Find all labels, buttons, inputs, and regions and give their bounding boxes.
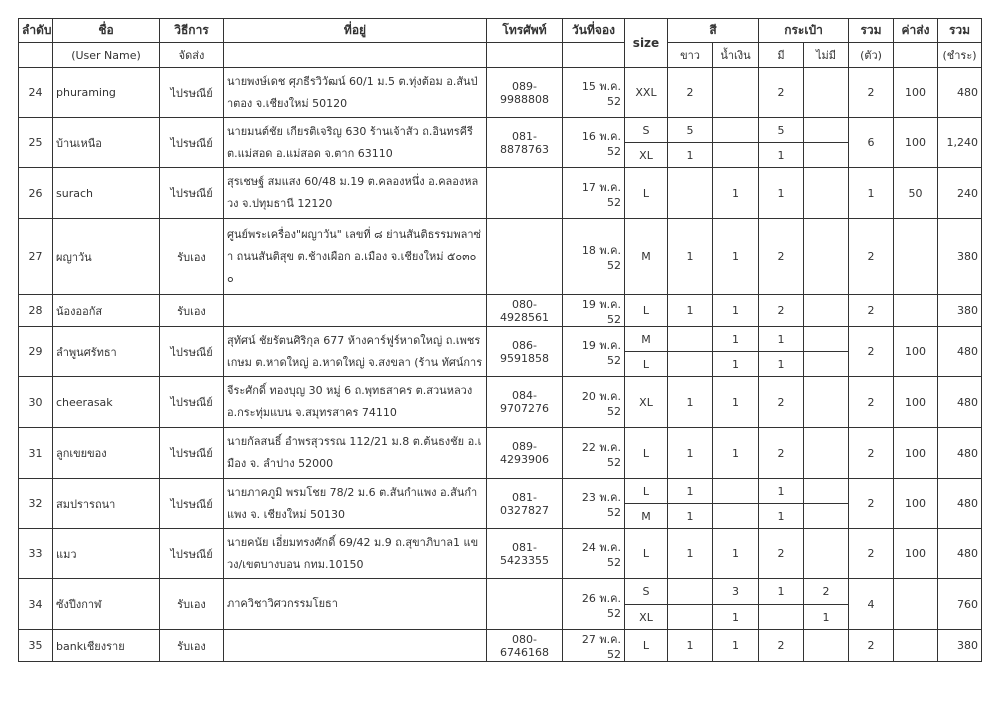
table-row [19, 377, 982, 428]
header-address: ที่อยู่ [224, 19, 487, 43]
row-booking-date: 23 พ.ค. 52 [563, 479, 625, 529]
row-total-count: 2 [849, 479, 894, 529]
row-delivery-method: ไปรษณีย์ [160, 529, 224, 579]
row-size: XL [625, 143, 668, 168]
row-shipping-fee: 100 [894, 479, 938, 529]
header-name-sub: (User Name) [53, 43, 160, 68]
row-bag-no [804, 68, 849, 118]
row-delivery-method: ไปรษณีย์ [160, 327, 224, 377]
row-bag-no [804, 377, 849, 428]
row-size: XXL [625, 68, 668, 118]
row-delivery-method: รับเอง [160, 295, 224, 327]
row-color-white [668, 352, 713, 377]
row-total-count: 1 [849, 168, 894, 219]
row-size: M [625, 327, 668, 352]
row-color-blue: 1 [713, 168, 759, 219]
header-address-sub [224, 43, 487, 68]
header-bag-no: ไม่มี [804, 43, 849, 68]
row-color-blue: 1 [713, 295, 759, 327]
row-shipping-fee: 100 [894, 118, 938, 168]
header-color-blue: น้ำเงิน [713, 43, 759, 68]
row-shipping-fee [894, 579, 938, 630]
header-no-sub [19, 43, 53, 68]
header-phone: โทรศัพท์ [487, 19, 563, 43]
table-row [19, 428, 982, 479]
row-size: M [625, 504, 668, 529]
row-number: 35 [19, 630, 53, 662]
row-booking-date: 16 พ.ค. 52 [563, 118, 625, 168]
row-delivery-method: รับเอง [160, 219, 224, 295]
row-booking-date: 18 พ.ค. 52 [563, 219, 625, 295]
header-size: size [625, 19, 668, 68]
row-delivery-method: ไปรษณีย์ [160, 479, 224, 529]
row-phone: 081-0327827 [487, 479, 563, 529]
row-size: S [625, 118, 668, 143]
table-row [19, 118, 982, 143]
header-phone-sub [487, 43, 563, 68]
row-address: สุทัศน์ ชัยรัตนศิริกุล 677 ห้างคาร์ฟูร์หาดใหญ่ ถ.เพชรเกษม ต.หาดใหญ่ อ.หาดใหญ่ จ.สงขลา (ร้าน ทัศน์การ [224, 327, 487, 377]
row-number: 29 [19, 327, 53, 377]
row-address [224, 630, 487, 662]
row-color-blue [713, 504, 759, 529]
row-color-white [668, 605, 713, 630]
table-row [19, 630, 982, 662]
row-color-white: 1 [668, 504, 713, 529]
row-total-paid: 480 [938, 479, 982, 529]
row-shipping-fee: 100 [894, 529, 938, 579]
row-color-white: 2 [668, 68, 713, 118]
row-address: ศูนย์พระเครื่อง"ผญาวัน" เลขที่ ๘ ย่านสันติธรรมพลาซ่า ถนนสันติสุข ต.ช้างเผือก อ.เมือง จ.เชียงใหม่ ๕๐๓๐๐ [224, 219, 487, 295]
row-color-white: 1 [668, 529, 713, 579]
row-size: XL [625, 377, 668, 428]
row-bag-no [804, 504, 849, 529]
row-total-count: 2 [849, 327, 894, 377]
row-size: L [625, 428, 668, 479]
row-color-blue [713, 479, 759, 504]
row-total-paid: 480 [938, 377, 982, 428]
row-size: L [625, 168, 668, 219]
row-delivery-method: ไปรษณีย์ [160, 68, 224, 118]
row-size: L [625, 529, 668, 579]
row-total-count: 2 [849, 630, 894, 662]
row-phone: 081-8878763 [487, 118, 563, 168]
row-color-blue: 1 [713, 605, 759, 630]
row-booking-date: 15 พ.ค. 52 [563, 68, 625, 118]
row-bag-no [804, 118, 849, 143]
row-color-blue: 1 [713, 428, 759, 479]
row-phone: 084-9707276 [487, 377, 563, 428]
row-number: 26 [19, 168, 53, 219]
row-total-count: 2 [849, 219, 894, 295]
row-color-white: 5 [668, 118, 713, 143]
row-username: bankเชียงราย [53, 630, 160, 662]
row-number: 25 [19, 118, 53, 168]
row-delivery-method: ไปรษณีย์ [160, 118, 224, 168]
row-color-blue: 1 [713, 630, 759, 662]
row-shipping-fee [894, 219, 938, 295]
table-row [19, 579, 982, 605]
row-username: บ้านเหนือ [53, 118, 160, 168]
header-date-sub [563, 43, 625, 68]
row-bag-yes: 2 [759, 630, 804, 662]
row-bag-yes: 2 [759, 529, 804, 579]
header-color: สี [668, 19, 759, 43]
row-color-white [668, 327, 713, 352]
row-phone [487, 579, 563, 630]
row-color-white: 1 [668, 219, 713, 295]
row-address: นายพงษ์เดช ศุภธีรวิวัฒน์ 60/1 ม.5 ต.ทุ่งต้อม อ.สันป่าตอง จ.เชียงใหม่ 50120 [224, 68, 487, 118]
orders-body [19, 68, 982, 662]
row-number: 28 [19, 295, 53, 327]
orders-table [18, 18, 982, 662]
row-bag-yes: 2 [759, 68, 804, 118]
row-bag-no [804, 219, 849, 295]
row-size: XL [625, 605, 668, 630]
row-shipping-fee: 100 [894, 377, 938, 428]
row-bag-no: 2 [804, 579, 849, 605]
row-total-count: 2 [849, 428, 894, 479]
row-total-paid: 480 [938, 529, 982, 579]
row-address [224, 295, 487, 327]
row-color-blue [713, 68, 759, 118]
row-total-count: 2 [849, 529, 894, 579]
header-name: ชื่อ [53, 19, 160, 43]
row-bag-yes: 1 [759, 327, 804, 352]
row-color-blue: 1 [713, 327, 759, 352]
row-total-count: 4 [849, 579, 894, 630]
header-shipping: ค่าส่ง [894, 19, 938, 43]
row-total-paid: 480 [938, 327, 982, 377]
row-number: 32 [19, 479, 53, 529]
row-phone: 089-4293906 [487, 428, 563, 479]
row-bag-no [804, 428, 849, 479]
row-booking-date: 22 พ.ค. 52 [563, 428, 625, 479]
table-row [19, 529, 982, 579]
row-color-white: 1 [668, 479, 713, 504]
header-method: วิธีการ [160, 19, 224, 43]
row-bag-no [804, 352, 849, 377]
row-shipping-fee: 50 [894, 168, 938, 219]
row-shipping-fee: 100 [894, 327, 938, 377]
row-username: surach [53, 168, 160, 219]
table-row [19, 219, 982, 295]
row-shipping-fee [894, 630, 938, 662]
row-booking-date: 19 พ.ค. 52 [563, 295, 625, 327]
row-total-count: 6 [849, 118, 894, 168]
row-address: สุรเชษฐ์ สมแสง 60/48 ม.19 ต.คลองหนึ่ง อ.คลองหลวง จ.ปทุมธานี 12120 [224, 168, 487, 219]
row-color-white: 1 [668, 630, 713, 662]
row-total-paid: 480 [938, 68, 982, 118]
row-phone: 080-4928561 [487, 295, 563, 327]
row-total-paid: 480 [938, 428, 982, 479]
row-total-paid: 380 [938, 295, 982, 327]
row-number: 24 [19, 68, 53, 118]
row-bag-no [804, 168, 849, 219]
row-bag-no [804, 479, 849, 504]
row-bag-no [804, 630, 849, 662]
table-row [19, 479, 982, 504]
row-total-count: 2 [849, 295, 894, 327]
header-color-white: ขาว [668, 43, 713, 68]
row-total-paid: 1,240 [938, 118, 982, 168]
row-address: นายภาคภูมิ พรมโชย 78/2 ม.6 ต.สันกำแพง อ.สันกำแพง จ. เชียงใหม่ 50130 [224, 479, 487, 529]
row-bag-no [804, 143, 849, 168]
table-row [19, 295, 982, 327]
row-number: 33 [19, 529, 53, 579]
row-total-count: 2 [849, 68, 894, 118]
row-number: 27 [19, 219, 53, 295]
row-color-white: 1 [668, 143, 713, 168]
row-color-blue [713, 143, 759, 168]
row-bag-yes: 2 [759, 428, 804, 479]
row-address: จีระศักดิ์ ทองบุญ 30 หมู่ 6 ถ.พุทธสาคร ต.สวนหลวง อ.กระทุ่มแบน จ.สมุทรสาคร 74110 [224, 377, 487, 428]
row-delivery-method: ไปรษณีย์ [160, 377, 224, 428]
row-username: phuraming [53, 68, 160, 118]
row-username: แมว [53, 529, 160, 579]
row-username: ซังปีงกาฬ [53, 579, 160, 630]
row-color-white [668, 579, 713, 605]
row-delivery-method: รับเอง [160, 579, 224, 630]
row-size: L [625, 295, 668, 327]
row-color-white: 1 [668, 295, 713, 327]
header-no: ลำดับ [19, 19, 53, 43]
header-date: วันที่จอง [563, 19, 625, 43]
row-bag-yes: 2 [759, 295, 804, 327]
row-total-paid: 380 [938, 630, 982, 662]
row-color-white: 1 [668, 428, 713, 479]
header-shipping-sub [894, 43, 938, 68]
row-size: M [625, 219, 668, 295]
row-address: ภาควิชาวิศวกรรมโยธา [224, 579, 487, 630]
row-username: ผญาวัน [53, 219, 160, 295]
row-username: น้องออกัส [53, 295, 160, 327]
row-phone: 089-9988808 [487, 68, 563, 118]
row-bag-yes [759, 605, 804, 630]
row-size: L [625, 630, 668, 662]
row-total-paid: 760 [938, 579, 982, 630]
header-method-sub: จัดส่ง [160, 43, 224, 68]
row-username: ลูกเขยของ [53, 428, 160, 479]
row-total-paid: 240 [938, 168, 982, 219]
table-row [19, 68, 982, 118]
row-phone: 081-5423355 [487, 529, 563, 579]
header-total: รวม [849, 19, 894, 43]
row-phone [487, 168, 563, 219]
header-bag: กระเป๋า [759, 19, 849, 43]
row-booking-date: 19 พ.ค. 52 [563, 327, 625, 377]
row-shipping-fee: 100 [894, 428, 938, 479]
row-booking-date: 24 พ.ค. 52 [563, 529, 625, 579]
row-bag-yes: 1 [759, 143, 804, 168]
row-booking-date: 27 พ.ค. 52 [563, 630, 625, 662]
row-delivery-method: ไปรษณีย์ [160, 428, 224, 479]
row-bag-no [804, 295, 849, 327]
row-delivery-method: รับเอง [160, 630, 224, 662]
row-number: 30 [19, 377, 53, 428]
row-address: นายมนต์ชัย เกียรติเจริญ 630 ร้านเจ้าสัว ถ.อินทรคีรี ต.แม่สอด อ.แม่สอด จ.ตาก 63110 [224, 118, 487, 168]
row-phone: 080-6746168 [487, 630, 563, 662]
header-paid-sub: (ชำระ) [938, 43, 982, 68]
row-phone: 086-9591858 [487, 327, 563, 377]
row-phone [487, 219, 563, 295]
row-bag-yes: 1 [759, 479, 804, 504]
row-address: นายกัลสนธิ์ อำพรสุวรรณ 112/21 ม.8 ต.ต้นธงชัย อ.เมือง จ. ลำปาง 52000 [224, 428, 487, 479]
row-total-paid: 380 [938, 219, 982, 295]
row-total-count: 2 [849, 377, 894, 428]
row-bag-yes: 2 [759, 377, 804, 428]
row-username: สมปรารถนา [53, 479, 160, 529]
row-bag-yes: 1 [759, 352, 804, 377]
row-color-white [668, 168, 713, 219]
row-booking-date: 20 พ.ค. 52 [563, 377, 625, 428]
row-color-white: 1 [668, 377, 713, 428]
row-shipping-fee: 100 [894, 68, 938, 118]
row-color-blue: 1 [713, 219, 759, 295]
row-color-blue: 1 [713, 377, 759, 428]
row-color-blue: 1 [713, 529, 759, 579]
row-address: นายคนัย เอี่ยมทรงศักดิ์ 69/42 ม.9 ถ.สุขาภิบาล1 แขวง/เขตบางบอน กทม.10150 [224, 529, 487, 579]
row-booking-date: 26 พ.ค. 52 [563, 579, 625, 630]
row-bag-yes: 1 [759, 504, 804, 529]
header-paid: รวม [938, 19, 982, 43]
row-number: 34 [19, 579, 53, 630]
row-username: cheerasak [53, 377, 160, 428]
table-row [19, 327, 982, 352]
row-bag-no [804, 327, 849, 352]
header-bag-yes: มี [759, 43, 804, 68]
row-delivery-method: ไปรษณีย์ [160, 168, 224, 219]
row-size: L [625, 479, 668, 504]
table-row [19, 168, 982, 219]
row-size: L [625, 352, 668, 377]
row-bag-yes: 5 [759, 118, 804, 143]
row-shipping-fee [894, 295, 938, 327]
row-bag-yes: 1 [759, 579, 804, 605]
row-bag-no [804, 529, 849, 579]
row-bag-yes: 1 [759, 168, 804, 219]
row-booking-date: 17 พ.ค. 52 [563, 168, 625, 219]
row-bag-no: 1 [804, 605, 849, 630]
row-color-blue [713, 118, 759, 143]
row-size: S [625, 579, 668, 605]
row-number: 31 [19, 428, 53, 479]
row-username: ลำพูนศรัทธา [53, 327, 160, 377]
header-total-sub: (ตัว) [849, 43, 894, 68]
row-bag-yes: 2 [759, 219, 804, 295]
row-color-blue: 1 [713, 352, 759, 377]
row-color-blue: 3 [713, 579, 759, 605]
